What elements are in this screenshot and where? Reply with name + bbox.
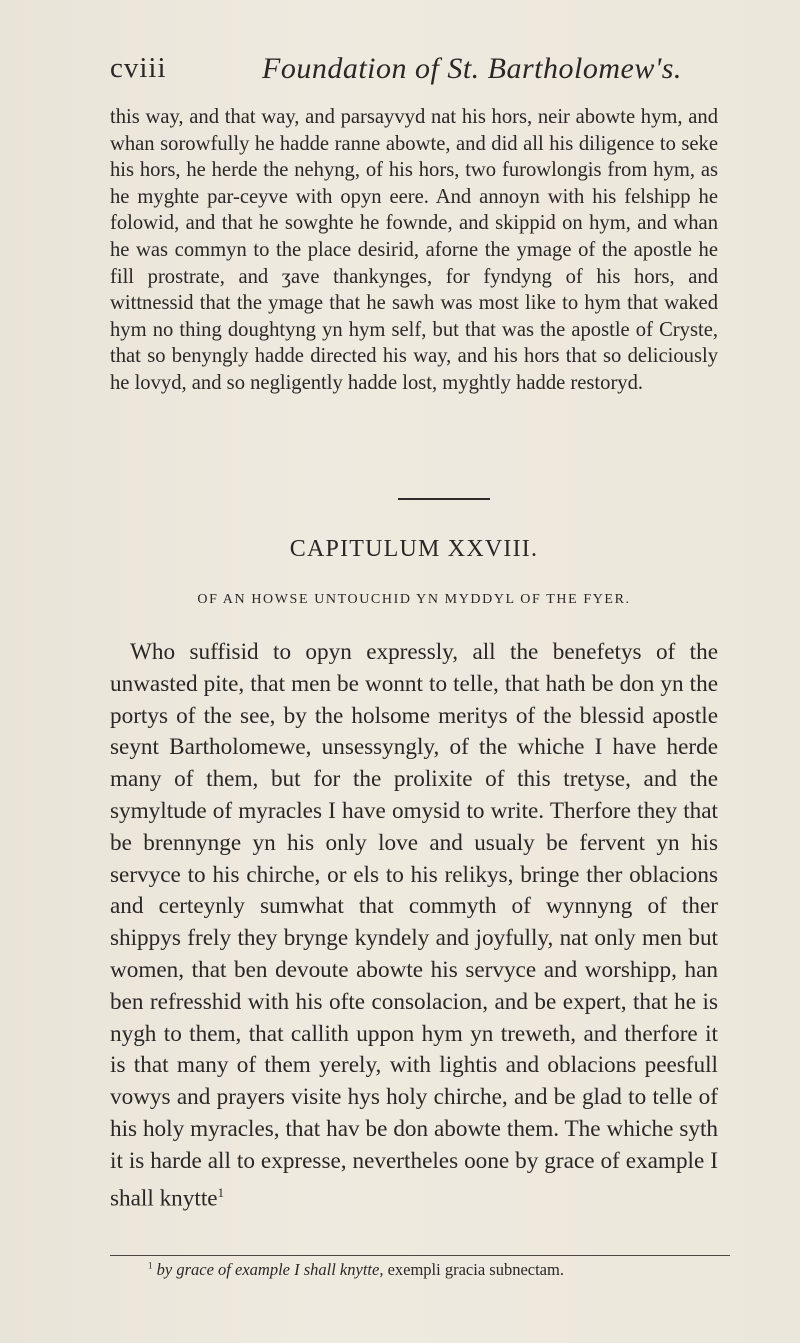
footnote-translation: exempli gracia subnectam. (383, 1260, 564, 1279)
footnote-divider (110, 1255, 730, 1256)
footnote-quote: by grace of example I shall knytte, (156, 1260, 384, 1279)
chapter-paragraph (110, 637, 718, 1215)
page-number: cviii (110, 52, 167, 84)
footnote (148, 1260, 718, 1280)
chapter-heading: CAPITULUM XXVIII. (289, 536, 539, 562)
footnote-reference: 1 (217, 1185, 224, 1200)
section-divider (398, 498, 490, 500)
paragraph-continued: this way, and that way, and parsayvyd nat his hors, neir abowte hym, and whan sorowfully he hadde ranne abowte, and did all his diligence to seke his hors, he herde the nehyng, of his hors, two furowlongis from hym, as he myghte par-ceyve with opyn eere. And annoyn with his felshipp he folowid, and that he sowghte he fownde, and skippid on hym, and whan he was commyn to the place desirid, aforne the ymage of the apostle he fill prostrate, and ʒave thankynges, for fyndyng of his hors, and wittnessid that the ymage that he sawh was most like to hym that waked hym no thing doughtyng yn hym self, but that was the apostle of Cryste, that so benyngly hadde directed his way, and his hors that so deliciously he lovyd, and so negligently hadde lost, myghtly hadde restoryd. (110, 106, 718, 394)
chapter-paragraph-text: Who suffisid to opyn expressly, all the benefetys of the unwasted pite, that men be wonnt to telle, that hath be don yn the portys of the see, by the holsome meritys of the blessid apostle seynt Bartholomewe, unsessyngly, of the whiche I have herde many of them, but for the prolixite of this tretyse, and the symyltude of myracles I have omysid to write. Therfore they that be brennynge yn his only love and usualy be fervent yn his servyce to his chirche, or els to his relikys, bringe ther oblacions and certeynly sumwhat that commyth of wynnyng of ther shippys frely they brynge kyndely and joyfully, nat only men but women, that ben devoute abowte his servyce and worshipp, han ben refresshid with his ofte consolacion, and be expert, that he is nygh to them, that callith uppon hym yn treweth, and therfore it is that many of them yerely, with lightis and oblacions peesfull vowys and prayers visite hys holy chirche, and be glad to telle of his holy myracles, that hav be don abowte them. The whiche syth it is harde all to expresse, nevertheles oone by grace of example I shall knytte (110, 639, 718, 1212)
chapter-subtitle: OF AN HOWSE UNTOUCHID YN MYDDYL OF THE FYER. (197, 592, 631, 607)
page-header (110, 52, 710, 92)
footnote-marker: 1 (148, 1260, 153, 1271)
running-title: Foundation of St. Bartholomew's. (262, 52, 682, 85)
